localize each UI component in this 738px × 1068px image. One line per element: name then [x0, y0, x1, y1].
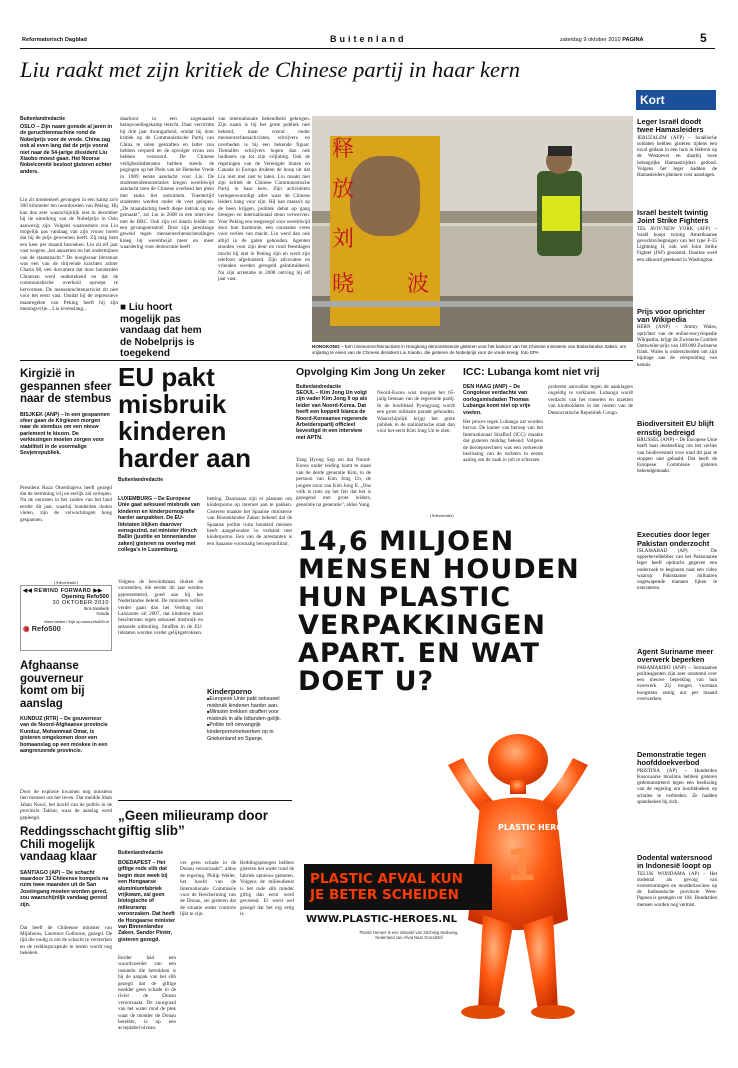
section-rule [20, 360, 633, 361]
ad-smallprint [334, 930, 484, 940]
kort-item-title: Prijs voor oprichter van Wikipedia [637, 306, 706, 325]
story-lead: KUNDUZ (RTR) – De gouverneur van de Noord-Afghaanse provincie Kunduz, Mohammad Omar, is gisteren omgekomen door een bomaanslag op een moskee in een aangrenzende provincie. [20, 716, 108, 755]
ad-headline: 14,6 MILJOEN MENSEN HOUDEN HUN PLASTIC VERPAKKINGEN APART. EN WAT DOET U? [298, 526, 580, 697]
photo-credit: foto EPA [520, 349, 539, 355]
page-label: PAGINA [622, 37, 644, 43]
kort-item [637, 751, 717, 850]
story-text: Noord-Korea wist morgen het 65-jarig bestaan van de regerende partij. In de hoofdstad Pyongyang wordt een grote militaire parade gehouden. Waarschijnlijk krijgt het grote publiek in de stalinistische staat dan voor het eerst Kim Jong Un te zien. [377, 390, 455, 435]
main-col1 [20, 116, 118, 363]
story-lead: DEN HAAG (ANP) – De Congolese verdachte van oorlogsmisdaden Thomas Lubanga komt niet op vrije voeten. [463, 384, 531, 416]
story-kim-col1 [296, 390, 371, 515]
story-lead: BISJKEK (ANP) – In een gespannen sfeer gaan de Kirgiezen morgen naar de stembus om een nieuw parlement te kiezen. De verkiezingen moeten zorgen voor stabiliteit in de voormalige Sovjetrepubliek. [20, 411, 110, 456]
ad-rewind-text: REWIND FORWARD [34, 588, 92, 594]
kort-item-title: Dodental watersnood in Indonesië loopt op [637, 852, 713, 871]
story-milieu [118, 808, 298, 858]
story-text: Het proces tegen Lubanga zal worden hervat. De kamer van beroep van het Internationaal Strafhof (ICC) maakte dat gisteren middag bekend. Volgens de beroepsrechters was een verkeerde beslissing van de rechters in eerste aanleg om de zaak in juli te schorsen. [463, 419, 543, 464]
story-title: Kirgizië in gespannen sfeer naar de stembus [20, 368, 112, 405]
photo-caption-text: – Een mensenrechtenactivist in Hongkong demonstreerde gisteren voor het kantoor van het Chinese ministerie van Buitenlandse Zaken, om vrijlating te eisen van de Chinese dissident Liu Xiaobo, die gisteren de Nobelprijs voor de vrede kreeg. [312, 344, 627, 355]
ad-url[interactable]: WWW.PLASTIC-HEROES.NL [306, 914, 457, 925]
pull-quote-text: Liu hoort mogelijk pas vandaag dat hem de Nobelprijs is toegekend [120, 302, 202, 359]
pull-quote: ■ Liu hoort mogelijk pas vandaag dat hem de Nobelprijs is toegekend [120, 302, 202, 359]
kort-item-title: Biodiversiteit EU blijft ernstig bedreigd [637, 419, 714, 437]
kort-item-text: JERUZALEM (AFP) – Israëlische soldaten hebben gisteren tijdens een inval gedaan in een huis in Hebron op de Westoever en daarbij twee belangrijke Hamasstrijders gedood. Volgens het leger hadden de Hamasleiders plannen voor aanslagen. [637, 134, 717, 179]
main-rubric: Buitenlandredactie [20, 116, 66, 122]
main-headline: Liu raakt met zijn kritiek de Chinese partij in haar kern [20, 57, 520, 82]
svg-text:释: 释 [332, 137, 355, 162]
story-text: President Roza Otoenbajeva heeft gezegd dat de stemming vrij en eerlijk zal verlopen. Na de onrusten in het zuiden van het land eerder dit jaar, waarbij honderden doden vielen, zijn de verwachtingen hoog gespannen. [20, 484, 112, 523]
ad-smallprint-line: Nederland van Afval Naar Grondstof [375, 935, 443, 940]
story-title: Opvolging Kim Jong Un zeker [296, 366, 446, 378]
ad-date: 30 OKTOBER 2010 [52, 600, 109, 606]
story-eu [118, 364, 292, 485]
kort-header [636, 90, 716, 110]
story-rule [118, 800, 292, 801]
list-item: ■ Minister trekken straffen voor misbruik in alle lidlanden gelijk. [207, 709, 292, 722]
story-text: Door de explosie kwamen nog minstens tien mensen om het leven. Dat meldde Shah Jahan Noori, het hoofd van de politie in de provincie Takhar, waar de aanslag werd gepleegd. [20, 789, 112, 821]
story-eu-col2 [207, 496, 292, 742]
story-text: proberen aanvallen tegen de aanklagers ongeldig te verklaren. Lubanga wordt verdacht van het ronselen en inzetten van kindsoldaten in het oosten van de Democratische Republiek Congo. [548, 384, 633, 416]
story-chili [20, 826, 116, 1025]
kort-item [637, 648, 717, 747]
list-item: ■ Europese Unie pakt seksueel misbruik kinderen harder aan. [207, 696, 292, 709]
story-text: Yang Hyong Sop zei dat Noord-Korea onder leiding komt te staan van de derde generatie Kim, in de persoon van Kim Jong Un, de jongste zoon van Kim Jong Il. „Ons volk is trots op het feit dat het is gezegend met grote leiders, generatie na generatie”, aldus Yang. [296, 457, 371, 508]
ad-opening: Opening Refo500 [61, 594, 109, 600]
info-box-list [207, 696, 292, 742]
kort-item [637, 209, 717, 304]
figure-number: 1 [506, 840, 537, 891]
masthead-date-block [560, 37, 644, 43]
kort-item [637, 854, 717, 955]
story-rubric: Buitenlandredactie [118, 850, 164, 856]
section-label: Buitenland [330, 34, 407, 44]
ad-logo-text: Refo500 [31, 624, 61, 633]
story-icc-col2 [548, 384, 633, 512]
ad-banner-line1: PLASTIC AFVAL KUN [310, 871, 463, 887]
date: zaterdag 9 oktober 2010 [560, 37, 621, 43]
ad-refo500-box [20, 585, 112, 651]
main-col1-text: Liu zit momenteel gevangen in een kamp zo'n 300 kilometer ten noordoosten van Peking. Hij kan dus zeer waarschijnlijk niet in december bij de uitreiking van de Nobelprijs in Oslo aanwezig zijn. Volgens waarnemers zou Liu mogelijk pas vandaag van zijn vrouw horen dat hij de prijs gewonnen heeft. Zij mag hem een keer per maand bezoeken. Liu zit elf jaar vast wegens „het aanzetten tot het ondermijnen van de staatsmacht.” De hoogleraar literatuur was een van de drijvende krachten achter Charta 08, een document dat door honderden Chinezen werd ondertekend en dat de communistische overheid oproept te hervormen. De mensenrechtenactivist zit niet voor het eerst vast. Omdat hij de repressieve maatregelen van Peking heeft bij zijn meningsvrije... Liu levenslang... [20, 197, 118, 312]
kort-item-text: BRUSSEL (ANP) – De Europese Unie heeft haar doelstelling om het verlies van biodiversiteit voor eind dit jaar te stoppen niet gehaald. Dat heeft de Europese Commissie gisteren bekendgemaakt. [637, 437, 717, 475]
kort-label: Kort [640, 93, 665, 107]
ad-banner-line2: JE BETER SCHEIDEN [310, 887, 459, 903]
kort-item-text: ISLAMABAD (AP) – De opperbevelhebber van het Pakistaanse leger heeft opdracht gegeven een onderzoek te beginnen naar een video waarop Pakistaanse militairen ongewapende mannen lijken te executeren. [637, 548, 717, 592]
story-title: „Geen milieuramp door giftig slib” [118, 808, 269, 838]
kort-item-title: Demonstratie tegen hoofddoekverbod [637, 749, 706, 768]
ad-more[interactable]: Meer weten? Kijk op www.refo500.nl [44, 619, 109, 624]
photo-caption [312, 344, 633, 355]
kort-item-text: TEL AVIV/NEW YORK (AFP) – Israël koopt twintig Amerikaanse gevechtsvliegtuigen van het type F-35 Lightning II, ook wel Joint Strike Fighter (JSF) genoemd. Daartoe werd een akkoord getekend in Washington. [637, 225, 717, 263]
kort-item-text: PARAMARIBO (ANP) – Surinaamse politieagenten zijn zeer ontstemd over een nieuwe beperking van hun overwerk. Zij mogen voortaan hoogstens zestig uur per maand overwerken. [637, 664, 717, 702]
kort-column [637, 114, 717, 1044]
main-lead: OSLO – Zijn naam gonsde al jaren in de geruchtenmachine rond de Nobelprijs voor de vrede. China zag ook al even lang dat de prijs vooral niet naar de 54-jarige dissident Liu Xiaobo moest gaan. Het Noorse Nobelcomité besloot gisteren echter anders. [20, 124, 113, 175]
ad-banner [304, 864, 492, 910]
paper-name: Reformatorisch Dagblad [22, 37, 87, 43]
main-col3 [218, 116, 310, 356]
story-title: Reddingsschacht Chili mogelijk vandaag klaar [20, 826, 116, 863]
story-lead: SANTIAGO (AP) – De schacht waardoor 33 Chileense kompels na ruim twee maanden uit de San Joséingang moeten worden gered, zou waarschijnlijk vandaag gereed zijn. [20, 869, 109, 908]
story-milieu-col2 [180, 860, 236, 1048]
main-photo [312, 116, 633, 342]
kort-item [637, 118, 717, 205]
story-text: Reddingsploegen hebben gisteren het water rond de fabriek opnieuw gemeten. Volgens de milieudienst is het rode slib minder giftig dan eerst werd gevreesd. Er werd wel gezegd dat het erg ertig is. [240, 860, 294, 918]
story-icc-col1 [463, 384, 543, 509]
ad-label: (Advertentie) [430, 513, 454, 518]
main-col2-text: daarboor in een zogenaamd heropvoedingskamp terecht. Daar verrichtte hij drie jaar dwangarbeid, omdat hij door kritiek op de Communistische Partij van China te uiten gestraften en latter zou hebben verpoed en de opvolger ervan zou hebben verstoord. De Chinese veiligheidsdiensten hebben steeds de pogingen op het Plein van de Hemelse Vrede in 1989 eerste aandacht voor Liu. De studentendemonstraties kregen wereldwijd aandacht toen de Chinese overheid het plein met tanks liet ontruimen. Toentertijd studenten werden onder de voet gelopen. „De maandachtig heeft diepe indruk op me gemaakt”, zei Liu in 2008 in een interview met de BBC. Ook zijn rol daarin leidde tot een gevangenisstraf. Door zijn jarenlange geweld tegen mensenrechtenschendingen kreeg hij wereldwijd meer en meer waardering voor democratie heeft [120, 116, 214, 251]
protest-photo [312, 116, 633, 342]
svg-text:刘: 刘 [332, 227, 355, 252]
info-box-title: Kinderporno [207, 687, 252, 696]
story-lead: BOEDAPEST – Het giftige rode slib dat begin deze week bij een Hongaarse aluminiumfabriek vrijkwam, zal geen biologische of milieuramp veroorzaken. Dat heeft de Hongaarse minister van Binnenlandse Zaken, Sandor Pintér, gisteren gezegd. [118, 860, 176, 943]
ad-plastic-heroes [298, 520, 633, 1050]
story-text: hetting. Daarnaast zijn er plannen om kinderporno op internet aan te pakken. Gisteren maakte het Spaanse ministerie van Binnenlandse Zaken bekend dat de Spaanse politie ruim honderd mensen heeft aangehouden in verband met kinderporno. Een van de arrestanten is een Spaanse voormalig beroepsmilitair. [207, 496, 292, 547]
kort-item [637, 531, 717, 644]
story-lead: LUXEMBURG – De Europese Unie gaat seksueel misbruik van kinderen en kinderpornografie harder aanpakken. De EU-lidstaten blijken daarover eensgezind, zei minister Hirsch Ballin (justitie en binnenlandse zaken) gisteren na overleg met collega's in Luxemburg. [118, 496, 200, 554]
info-box [207, 687, 292, 742]
kort-item-text: TELUK WONDAMA (AP) – Het dodental als gevolg van overstromingen en modderlawines op de Indonesische provincie West-Papoea is gestegen tot 104. Honderden mensen worden nog vermist. [637, 870, 717, 908]
masthead-rule [20, 48, 715, 49]
story-kirgizie [20, 368, 112, 575]
kort-item-title: Israël bestelt twintig Joint Strike Fighters [637, 207, 709, 226]
kort-item-title: Agent Suriname meer overwerk beperken [637, 647, 714, 665]
photo-caption-label: HONGKONG [312, 344, 340, 349]
story-lead: SEOUL – Kim Jong Un volgt zijn vader Kim Jong Il op als leider van Noord-Korea. Dat heeft een koppelt bianca de Noord-Koreaanse regerende Arbeiderspartij officieel bevestigd in een interview met APTN. [296, 390, 368, 441]
svg-text:波: 波 [407, 272, 430, 297]
figure-text: PLASTIC HERO [498, 823, 564, 832]
main-col3-text: van internationale bekendheid gekregen. Zijn naam is bij het grote publiek niet bekend, maar vooral onder mensenrechtenactivisten, schrijvers en overheden is hij een bekende figuur. Tientallen schrijvers hopen dan ook luidkeels op tot zijn vrijlating. Ook de regeringen van de Verenigde Staten en Canada in Europa drukten de hoop uit dat Liu niet met rust te laten. Liu maakt met zijn kritiek de Chinese Communistische Partij in haar kern. Zijn activiteiten vertegenwoordigt alles waar de Chinese leiders bang voor zijn. Hij kan massa's op de been krijgen, politiek debat op gang brengen en internationaal steun verwerven. Voor Peking een toegezegd voor wereldwijd door hun harmonie, een constante vrees voor verlies van macht. Liu werd dan ook altijd in de gaten gehouden. Agenten stonden voor zijn deur en rond feestdagen mocht hij niet in Peking zijn en werd zijn telefoon afgeluisterd. Zijn advocaten en vrienden werden geregeld geïntimideerd. Na zijn arrestatie in 2008 ontving hij elf jaar vast. [218, 116, 310, 283]
story-text: Dat heeft de Chileense minister van Mijnbouw, Laurence Golborne, gezegd. De tijd die nodig is om de schacht te versterken en de reddingscapsule te testen wordt nog bekeken. [20, 924, 112, 957]
kort-item-text: PRISTINA (AP) – Honderden Kosovaarse moslims hebben gisteren gedemonstreerd tegen een beslissing van de regering om hoofddoeken op scholen te verbieden. Ze hadden spandoeken bij zich. [637, 767, 717, 805]
logo-icon: ◉ [23, 624, 30, 633]
story-text: Eerder had een woordvoerder van een instantie die betrokken is bij de aanpak van het slib gezegd dat de giftige modder geen schade in de rivier de Donau veroorzaakt. De zuurgraad van het water rond de plek waar de modder de Donau bereikte, is op een acceptabel niveau. [118, 955, 176, 1032]
kort-item [637, 308, 717, 417]
kort-item-text: BERN (ANP) – Jimmy Wales, oprichter van de online-encyclopedie Wikipedia, krijgt de Zwitserse Gottlieb Duttweiler-prijs van 100.000 Zwitserse frank. Wales is onderscheiden om zijn bijdrage aan de verspreiding van kennis. [637, 324, 717, 368]
ad-smallprint-line: Plastic Heroes is een initiatief van Stichting Nedvang, [359, 930, 459, 935]
svg-text:放: 放 [332, 177, 355, 202]
story-rubric: Buitenlandredactie [296, 384, 342, 390]
page-number: 5 [700, 31, 707, 45]
story-text: ver geen schade in de Donau veroorzaakt”, aldus de regering. Philip Weller, het hoofd van de Internationale Commissie voor de Bescherming van de Donau, zei gisteren dat de situatie onder controle lijkt te zijn. [180, 860, 236, 918]
story-icc [463, 366, 633, 378]
story-rubric: Buitenlandredactie [118, 477, 164, 483]
main-col2 [120, 116, 214, 362]
ad-place1: Sint-Janskerk [83, 606, 109, 611]
ad-rewind: ◀◀ REWIND FORWARD ▶▶ [23, 588, 103, 594]
kort-item-title: Executies door leger Pakistan onderzocht [637, 530, 710, 548]
kort-item-title: Leger Israël doodt twee Hamasleiders [637, 117, 704, 135]
story-title: ICC: Lubanga komt niet vrij [463, 366, 600, 378]
story-text: Volgens de bewindsman sluiten de voorstellen, die eerder dit jaar werden gepresenteerd, goed aan bij het Nederlandse beleid. De ministers willen verder gaan dan het Verdrag van Lanzarote uit 2007, dat kinderen moet beschermen tegen seksueel misbruik en seksuele uitbuiting. Straffen in de EU-lidstaten worden verder gelijkgetrokken. [118, 579, 203, 637]
ad-refo500 [20, 580, 112, 651]
story-kim-col2 [377, 390, 455, 515]
story-milieu-col1 [118, 860, 176, 1047]
story-milieu-col3 [240, 860, 294, 1048]
story-title: EU pakt misbruik kinderen harder aan [118, 364, 251, 473]
story-eu-col1 [118, 496, 203, 701]
svg-text:晓: 晓 [332, 272, 355, 297]
story-title: Afghaanse gouverneur komt om bij aanslag [20, 660, 85, 710]
ad-label: (Advertentie) [54, 580, 78, 585]
ad-place2: Gouda [96, 611, 109, 616]
ad-logo [23, 624, 109, 633]
list-item: ■ Politie rolt omvangrijk kinderpornonetwerken op in Griekenland en Spanje. [207, 722, 292, 742]
story-kim [296, 366, 454, 392]
kort-item [637, 420, 717, 527]
